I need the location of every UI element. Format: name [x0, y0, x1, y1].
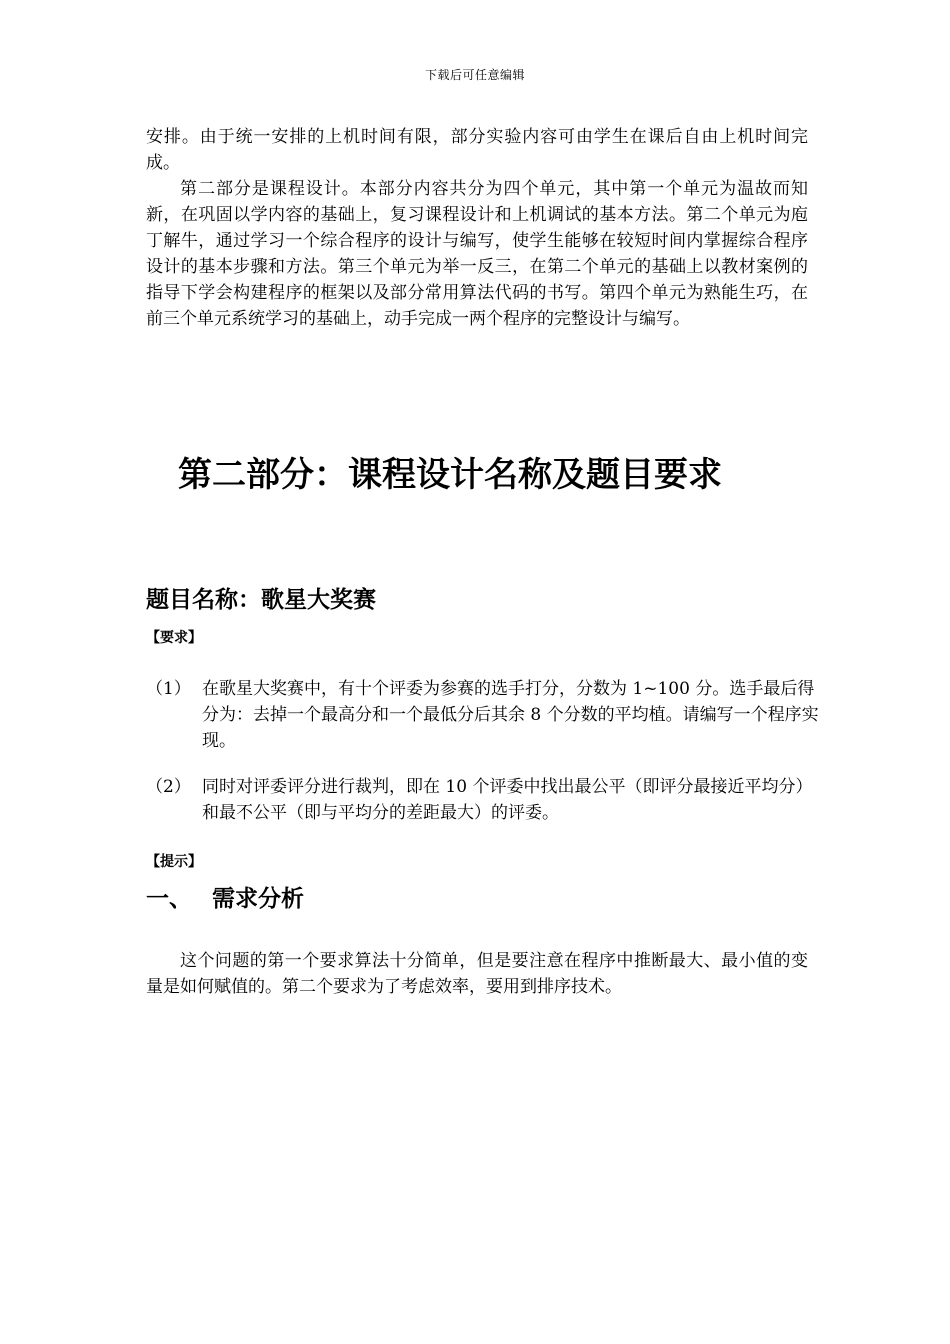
part-title: 第二部分：课程设计名称及题目要求	[178, 455, 722, 495]
requirement-item	[146, 774, 826, 826]
requirement-number: （2）	[146, 777, 191, 797]
requirements-label: 【要求】	[146, 630, 202, 646]
hint-label: 【提示】	[146, 854, 202, 870]
intro-paragraph: 安排。由于统一安排的上机时间有限，部分实验内容可由学生在课后自由上机时间完成。	[146, 127, 808, 173]
analysis-paragraph: 这个问题的第一个要求算法十分简单，但是要注意在程序中推断最大、最小值的变量是如何赋值的。第二个要求为了考虑效率，要用到排序技术。	[146, 951, 808, 997]
section-heading	[146, 882, 304, 916]
intro-text	[146, 124, 808, 332]
section-number: 一、	[146, 886, 192, 912]
analysis-text	[146, 948, 808, 1000]
header-note: 下载后可任意编辑	[424, 68, 525, 82]
section-title: 需求分析	[212, 886, 304, 912]
topic-title: 题目名称：歌星大奖赛	[146, 587, 376, 613]
requirement-number: （1）	[146, 679, 191, 699]
requirement-text: 在歌星大奖赛中，有十个评委为参赛的选手打分，分数为 1~100 分。选手最后得分为：去掉一个最高分和一个最低分后其余 8 个分数的平均植。请编写一个程序实现。	[202, 679, 819, 751]
requirement-text: 同时对评委评分进行裁判，即在 10 个评委中找出最公平（即评分最接近平均分）和最不公平（即与平均分的差距最大）的评委。	[202, 777, 813, 823]
requirement-item	[146, 676, 826, 754]
intro-paragraph: 第二部分是课程设计。本部分内容共分为四个单元，其中第一个单元为温故而知新，在巩固以学内容的基础上，复习课程设计和上机调试的基本方法。第二个单元为庖丁解牛，通过学习一个综合程序的设计与编写，使学生能够在较短时间内掌握综合程序设计的基本步骤和方法。第三个单元为举一反三，在第二个单元的基础上以教材案例的指导下学会构建程序的框架以及部分常用算法代码的书写。第四个单元为熟能生巧，在前三个单元系统学习的基础上，动手完成一两个程序的完整设计与编写。	[146, 179, 808, 329]
